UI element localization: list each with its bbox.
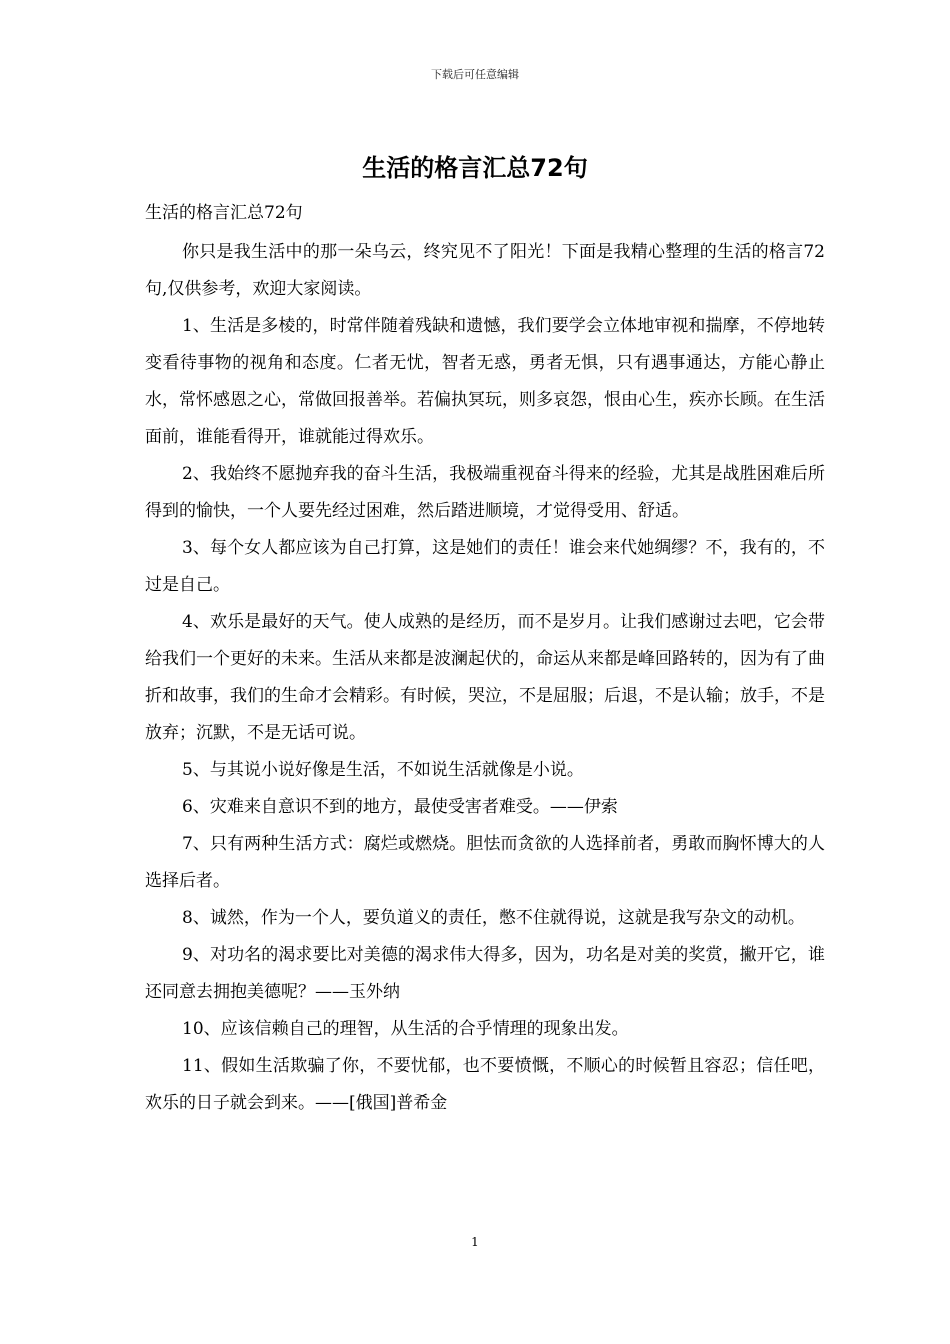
intro-paragraph: 你只是我生活中的那一朵乌云，终究见不了阳光！下面是我精心整理的生活的格言72句,仅供参考，欢迎大家阅读。	[145, 242, 825, 299]
quote-paragraph-7: 7、只有两种生活方式：腐烂或燃烧。胆怯而贪欲的人选择前者，勇敢而胸怀博大的人选择后者。	[145, 834, 825, 891]
quote-paragraph-8: 8、诚然，作为一个人，要负道义的责任，憋不住就得说，这就是我写杂文的动机。	[182, 908, 805, 928]
document-subtitle: 生活的格言汇总72句	[145, 203, 303, 223]
page-number: 1	[471, 1235, 479, 1249]
quote-paragraph-5: 5、与其说小说好像是生活，不如说生活就像是小说。	[182, 760, 584, 780]
quote-paragraph-3: 3、每个女人都应该为自己打算，这是她们的责任！谁会来代她绸缪？不，我有的，不过是自己。	[145, 538, 825, 595]
quote-paragraph-10: 10、应该信赖自己的理智，从生活的合乎情理的现象出发。	[182, 1019, 629, 1039]
quote-paragraph-6: 6、灾难来自意识不到的地方，最使受害者难受。——伊索	[182, 797, 618, 817]
quote-paragraph-9: 9、对功名的渴求要比对美德的渴求伟大得多，因为，功名是对美的奖赏，撇开它，谁还同意去拥抱美德呢？——玉外纳	[145, 945, 825, 1002]
quote-paragraph-1: 1、生活是多棱的，时常伴随着残缺和遗憾，我们要学会立体地审视和揣摩，不停地转变看待事物的视角和态度。仁者无忧，智者无惑，勇者无惧，只有遇事通达，方能心静止水，常怀感恩之心，常做回报善举。若偏执冥玩，则多哀怨，恨由心生，疾亦长顾。在生活面前，谁能看得开，谁就能过得欢乐。	[145, 316, 825, 447]
quote-paragraph-4: 4、欢乐是最好的天气。使人成熟的是经历，而不是岁月。让我们感谢过去吧，它会带给我们一个更好的未来。生活从来都是波澜起伏的，命运从来都是峰回路转的，因为有了曲折和故事，我们的生命才会精彩。有时候，哭泣，不是屈服；后退，不是认输；放手，不是放弃；沉默，不是无话可说。	[145, 612, 825, 743]
quote-paragraph-11: 11、假如生活欺骗了你，不要忧郁，也不要愤慨，不顺心的时候暂且容忍；信任吧，欢乐的日子就会到来。——[俄国]普希金	[145, 1056, 825, 1113]
quote-paragraph-2: 2、我始终不愿抛弃我的奋斗生活，我极端重视奋斗得来的经验，尤其是战胜困难后所得到的愉快，一个人要先经过困难，然后踏进顺境，才觉得受用、舒适。	[145, 464, 825, 521]
page-header-note: 下载后可任意编辑	[431, 68, 519, 81]
document-body	[145, 234, 825, 1122]
document-title: 生活的格言汇总72句	[362, 154, 588, 182]
